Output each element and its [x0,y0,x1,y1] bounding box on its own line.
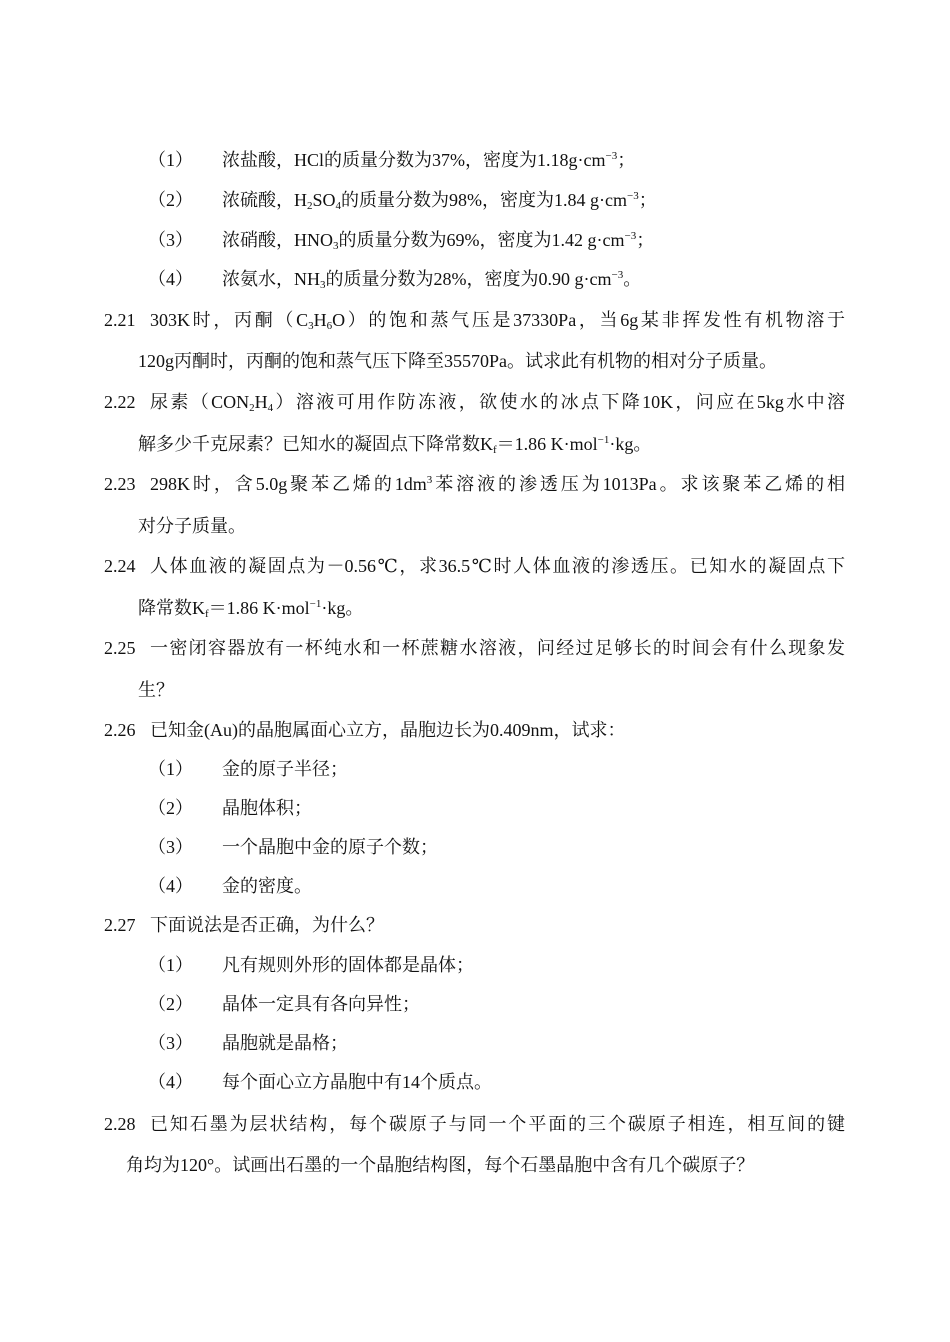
problem-2-22-line2: 解多少千克尿素？已知水的凝固点下降常数$K_f=1.86$ K·mol$^{-1}$·kg。 [138,434,652,456]
intro-item-3-text: 浓硝酸，$HNO_3$的质量分数为69%，密度为1.42 $g\cdot cm^{-3}$； [222,230,655,252]
problem-2-22-line1: 尿素$(CON_2H_4)$溶液可用作防冻液，欲使水的冰点下降10K，问应在5kg水中溶 [150,392,845,414]
problem-2-24-line2: 降常数$K_f=1.86$ K·mol$^{-1}$·kg。 [138,598,364,620]
intro-item-1-text: 浓盐酸，HCl的质量分数为37%，密度为$1.18g\cdot cm^{-3}$； [222,150,636,170]
problem-2-26-item-2-num: （2） [148,798,193,818]
problem-2-21-line1: 303K时，丙酮$(C_3H_6O)$的饱和蒸气压是37330Pa，当6g某非挥发性有机物溶于 [150,310,845,332]
problem-2-26-item-4-text: 金的密度。 [222,876,312,896]
intro-item-4-num: （4） [148,269,193,289]
intro-item-1-num: （1） [148,150,193,170]
problem-2-26-item-1-text: 金的原子半径； [222,759,348,779]
problem-2-27-item-1-text: 凡有规则外形的固体都是晶体； [222,955,474,975]
problem-2-26-text: 已知金(Au)的晶胞属面心立方，晶胞边长为0.409nm，试求： [150,720,626,740]
problem-2-27-item-2-text: 晶体一定具有各向异性； [222,994,420,1014]
intro-item-2-text: 浓硫酸，$H_2SO_4$的质量分数为98%，密度为1.84 $g\cdot cm^{-3}$； [222,190,657,212]
problem-2-27-item-2-num: （2） [148,994,193,1014]
problem-2-26-item-1-num: （1） [148,759,193,779]
problem-2-28-line2: 角均为120°。试画出石墨的一个晶胞结构图，每个石墨晶胞中含有几个碳原子？ [126,1155,755,1175]
problem-2-24-number: 2.24 [104,556,136,576]
intro-item-3-num: （3） [148,230,193,250]
problem-2-25-line2: 生？ [138,680,174,700]
problem-2-23-line2: 对分子质量。 [138,516,246,536]
problem-2-26-item-2-text: 晶胞体积； [222,798,312,818]
problem-2-28-line1: 已知石墨为层状结构，每个碳原子与同一个平面的三个碳原子相连，相互间的键 [150,1114,845,1134]
problem-2-27-item-3-num: （3） [148,1033,193,1053]
problem-2-27-text: 下面说法是否正确，为什么？ [150,915,384,935]
problem-2-28-number: 2.28 [104,1114,136,1134]
problem-2-26-number: 2.26 [104,720,136,740]
problem-2-26-item-4-num: （4） [148,876,193,896]
problem-2-27-item-3-text: 晶胞就是晶格； [222,1033,348,1053]
problem-2-26-item-3-text: 一个晶胞中金的原子个数； [222,837,438,857]
problem-2-23-number: 2.23 [104,474,136,494]
problem-2-21-number: 2.21 [104,310,136,330]
problem-2-22-number: 2.22 [104,392,136,412]
problem-2-25-number: 2.25 [104,638,136,658]
intro-item-2-num: （2） [148,190,193,210]
problem-2-23-line1: 298K时，含5.0g聚苯乙烯的$1dm^3$苯溶液的渗透压为1013Pa。求该聚苯乙烯的相 [150,474,846,494]
problem-2-27-item-4-text: 每个面心立方晶胞中有14个质点。 [222,1072,492,1092]
problem-2-21-line2: 120g丙酮时，丙酮的饱和蒸气压下降至35570Pa。试求此有机物的相对分子质量。 [138,351,777,371]
problem-2-27-item-4-num: （4） [148,1072,193,1092]
problem-2-24-line1: 人体血液的凝固点为－0.56℃，求36.5℃时人体血液的渗透压。已知水的凝固点下 [150,556,845,576]
problem-2-27-number: 2.27 [104,915,136,935]
problem-2-26-item-3-num: （3） [148,837,193,857]
problem-2-27-item-1-num: （1） [148,955,193,975]
intro-item-4-text: 浓氨水，$NH_3$的质量分数为28%，密度为0.90 $g\cdot cm^{-3}$。 [222,269,642,291]
problem-2-25-line1: 一密闭容器放有一杯纯水和一杯蔗糖水溶液，问经过足够长的时间会有什么现象发 [150,638,845,658]
